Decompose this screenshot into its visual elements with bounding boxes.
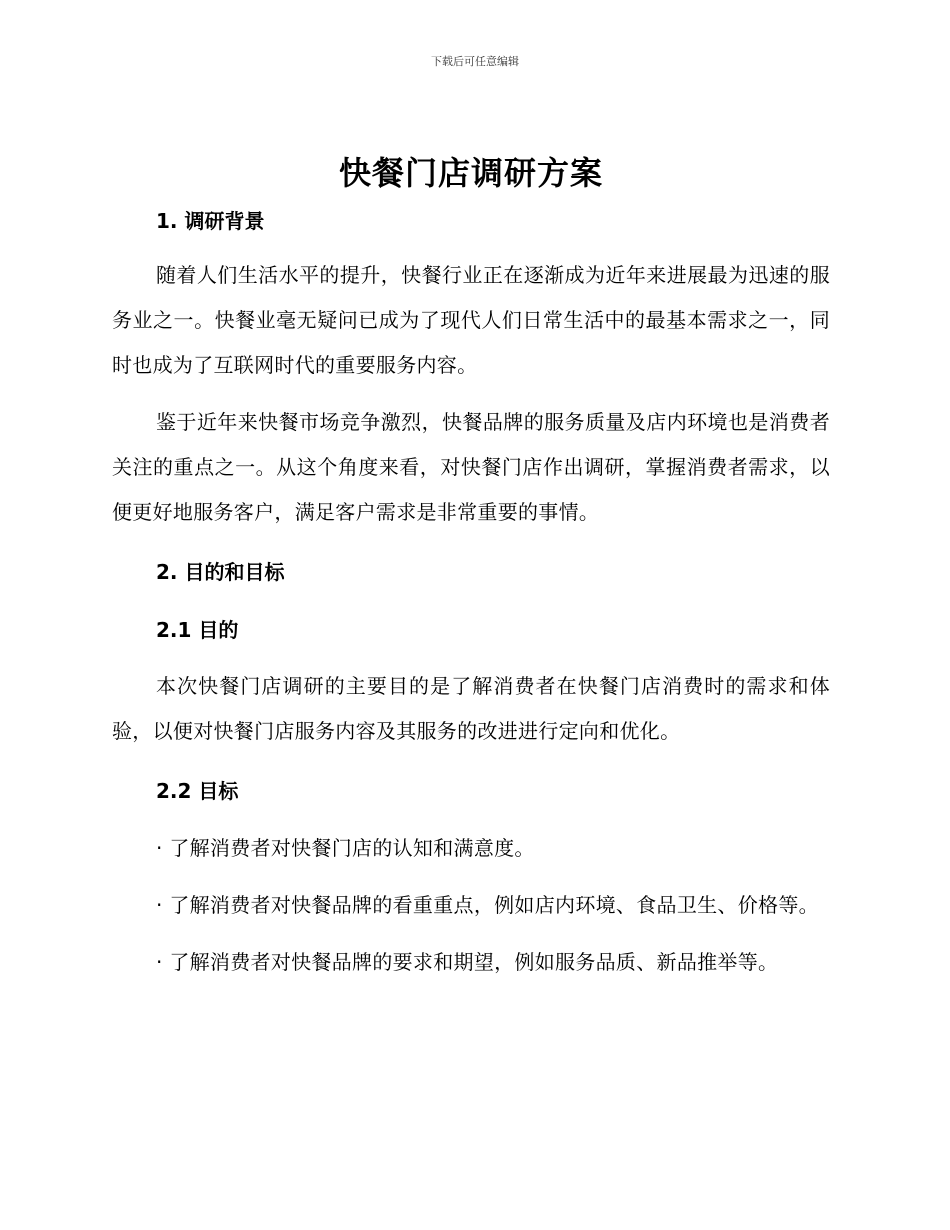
- page-header-note: 下载后可任意编辑: [431, 55, 519, 68]
- subsection-heading-purpose: 2.1 目的: [156, 618, 239, 642]
- section-heading-goals: 2. 目的和目标: [156, 560, 285, 584]
- section-heading-background: 1. 调研背景: [156, 209, 265, 233]
- document-body: [112, 150, 830, 997]
- subsection-heading-targets: 2.2 目标: [156, 779, 239, 803]
- bullet-item-awareness: · 了解消费者对快餐门店的认知和满意度。: [156, 836, 535, 860]
- document-title: 快餐门店调研方案: [338, 154, 603, 192]
- paragraph-background-2: 鉴于近年来快餐市场竞争激烈，快餐品牌的服务质量及店内环境也是消费者关注的重点之一。从这个角度来看，对快餐门店作出调研，掌握消费者需求，以便更好地服务客户，满足客户需求是非常重要的事情。: [112, 410, 830, 524]
- paragraph-purpose: 本次快餐门店调研的主要目的是了解消费者在快餐门店消费时的需求和体验，以便对快餐门店服务内容及其服务的改进进行定向和优化。: [112, 674, 830, 743]
- bullet-item-expectations: · 了解消费者对快餐品牌的要求和期望，例如服务品质、新品推举等。: [156, 950, 779, 974]
- bullet-item-priorities: · 了解消费者对快餐品牌的看重重点，例如店内环境、食品卫生、价格等。: [156, 893, 819, 917]
- paragraph-background-1: 随着人们生活水平的提升，快餐行业正在逐渐成为近年来进展最为迅速的服务业之一。快餐业毫无疑问已成为了现代人们日常生活中的最基本需求之一，同时也成为了互联网时代的重要服务内容。: [112, 263, 830, 377]
